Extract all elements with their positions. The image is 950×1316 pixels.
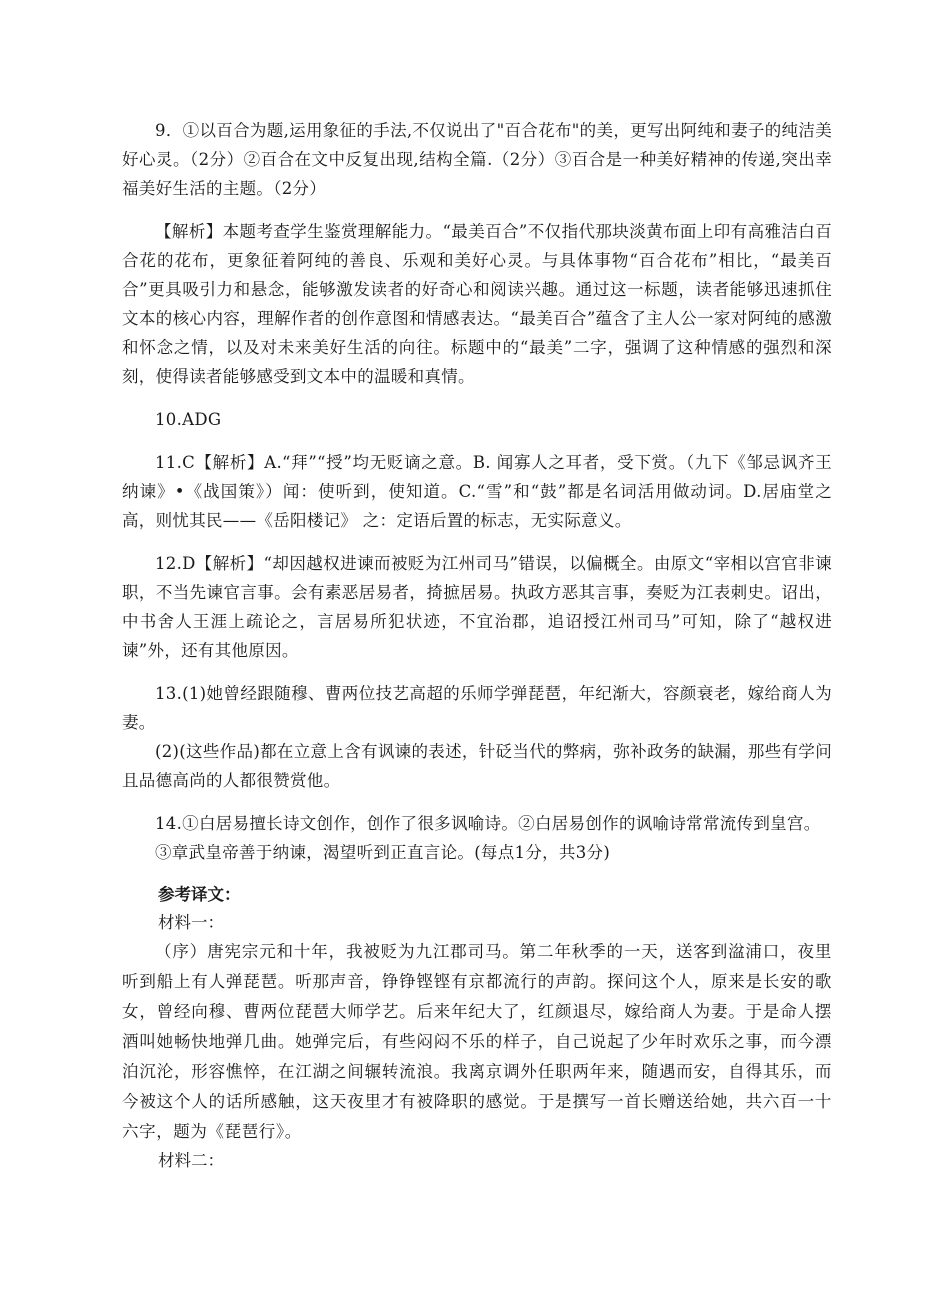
document-page bbox=[122, 116, 832, 1175]
answer-14-part-1: 14.①白居易擅长诗文创作，创作了很多讽喻诗。②白居易创作的讽喻诗常常流传到皇宫。 bbox=[155, 814, 821, 833]
answer-13-part-2: (2)(这些作品)都在立意上含有讽谏的表述，针砭当代的弊病，弥补政务的缺漏，那些有学问且品德高尚的人都很赞赏他。 bbox=[122, 742, 832, 790]
material-1-text: （序）唐宪宗元和十年，我被贬为九江郡司马。第二年秋季的一天，送客到湓浦口，夜里听到船上有人弹琵琶。听那声音，铮铮铿铿有京都流行的声韵。探问这个人，原来是长安的歌女，曾经向穆、曹两位琵琶大师学艺。后来年纪大了，红颜退尽，嫁给商人为妻。于是命人摆酒叫她畅快地弹几曲。她弹完后，有些闷闷不乐的样子，自己说起了少年时欢乐之事，而今漂泊沉沦，形容憔悴，在江湖之间辗转流浪。我离京调外任职两年来，随遇而安，自得其乐，而今被这个人的话所感触，这天夜里才有被降职的感觉。于是撰写一首长赠送给她，共六百一十六字，题为《琵琶行》。 bbox=[122, 942, 832, 1141]
answer-14 bbox=[122, 809, 832, 867]
material-2-label: 材料二： bbox=[158, 1151, 224, 1170]
answer-9: 9．①以百合为题,运用象征的手法,不仅说出了"百合花布"的美，更写出阿纯和妻子的纯洁美好心灵。（2分）②百合在文中反复出现,结构全篇.（2分）③百合是一种美好精神的传递,突出幸福美好生活的主题。（2分） bbox=[122, 121, 832, 198]
translation-heading: 参考译文： bbox=[158, 885, 241, 904]
answer-9-analysis: 【解析】本题考查学生鉴赏理解能力。“最美百合”不仅指代那块淡黄布面上印有高雅洁白百合花的花布，更象征着阿纯的善良、乐观和美好心灵。与具体事物“百合花布”相比，“最美百合”更具吸引力和悬念，能够激发读者的好奇心和阅读兴趣。通过这一标题，读者能够迅速抓住文本的核心内容，理解作者的创作意图和情感表达。“最美百合”蕴含了主人公一家对阿纯的感激和怀念之情，以及对未来美好生活的向往。标题中的“最美”二字，强调了这种情感的强烈和深刻，使得读者能够感受到文本中的温暖和真情。 bbox=[122, 222, 832, 386]
answer-12: 12.D【解析】“却因越权进谏而被贬为江州司马”错误，以偏概全。由原文“宰相以宫官非谏职，不当先谏官言事。会有素恶居易者，掎摭居易。执政方恶其言事，奏贬为江表刺史。诏出，中书舍人王涯上疏论之，言居易所犯状迹，不宜治郡，追诏授江州司马”可知，除了“越权进谏”外，还有其他原因。 bbox=[122, 554, 832, 660]
answer-10: 10.ADG bbox=[155, 410, 222, 429]
answer-13 bbox=[122, 679, 832, 795]
material-1-label: 材料一： bbox=[158, 913, 224, 932]
answer-11: 11.C【解析】A.“拜”“授”均无贬谪之意。B. 闻寡人之耳者，受下赏。（九下《邹忌讽齐王纳谏》•《战国策》）闻：使听到，使知道。C.“雪”和“鼓”都是名词活用做动词。D.居庙堂之高，则忧其民——《岳阳楼记》 之：定语后置的标志，无实际意义。 bbox=[122, 453, 832, 530]
answer-13-part-1: 13.(1)她曾经跟随穆、曹两位技艺高超的乐师学弹琵琶，年纪渐大，容颜衰老，嫁给商人为妻。 bbox=[122, 684, 832, 732]
answer-14-part-2: ③章武皇帝善于纳谏，渴望听到正直言论。(每点1分，共3分) bbox=[155, 843, 611, 862]
